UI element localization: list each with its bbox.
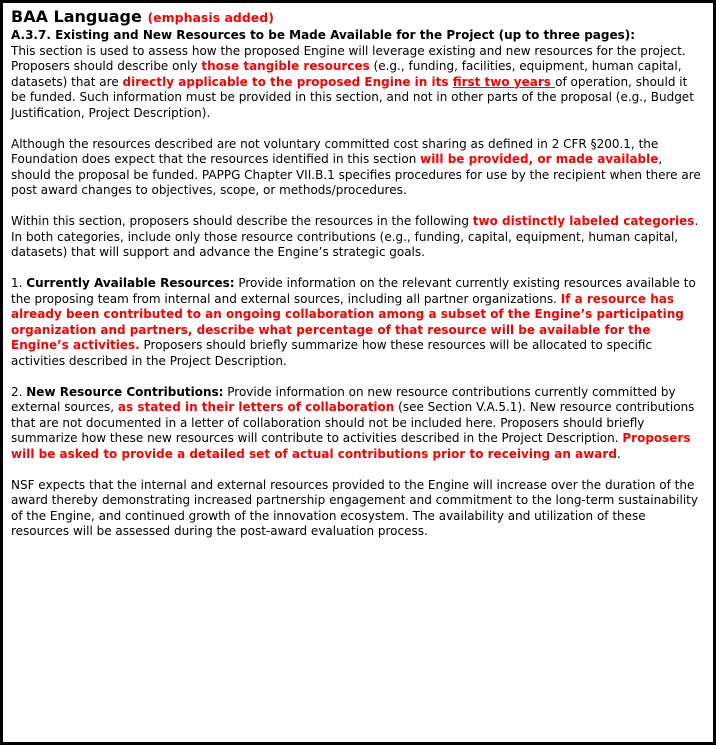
text: Although the resources described are not voluntary committed cost sharing as defined in 2 CFR §200.1, the Foundation does expect that the resources identified in this section bbox=[11, 136, 659, 166]
text: This section is used to assess how the proposed Engine will leverage existing and new resources for the project. Proposers should describe only bbox=[11, 43, 686, 73]
text: NSF expects that the internal and external resources provided to the Engine will increase over the duration of the award thereby demonstrating increased partnership engagement and commitment to the long-term sustainability of the Engine, and continued growth of the innovation ecosystem. The availability and utilization of these resources will be assessed during the post-award evaluation process. bbox=[11, 477, 698, 538]
label: New Resource Contributions: bbox=[26, 384, 224, 399]
emphasis: those tangible resources bbox=[201, 59, 370, 73]
text: Provide information on new resource contributions currently committed by external sources, bbox=[11, 384, 676, 414]
text: Proposers should briefly summarize how these resources will be allocated to specific activities described in the Project Description. bbox=[11, 338, 652, 368]
emphasis: If a resource has already been contributed to an ongoing collaboration among a subset of the Engine’s participating organization and partners, describe what percentage of that resource will be available for the Engine’s activities. bbox=[11, 291, 684, 352]
text: . In both categories, include only those resource contributions (e.g., funding, capital, equipment, human capital, datasets) that will support and advance the Engine’s strategic goals. bbox=[11, 214, 699, 259]
emphasis: as stated in their letters of collaboration bbox=[117, 400, 395, 414]
label: Currently Available Resources: bbox=[26, 276, 235, 290]
emphasis: two distinctly labeled categories bbox=[472, 214, 695, 228]
text: (see Section V.A.5.1). New resource contributions that are not documented in a letter of collaboration should not be included here. Proposers should briefly summarize how these new resources will contribute to activities described in the Project Description. bbox=[11, 400, 695, 445]
emphasis: Proposers will be asked to provide a detailed set of actual contributions prior to receiving an award bbox=[11, 431, 691, 461]
document-title bbox=[11, 7, 705, 28]
text: Provide information on the relevant currently existing resources available to the proposing team from internal and external sources, including all partner organizations. bbox=[11, 276, 696, 306]
paragraph-nsf-expectations bbox=[11, 478, 705, 540]
section-heading: A.3.7. Existing and New Resources to be Made Available for the Project (up to three pages): bbox=[11, 28, 636, 42]
emphasis: will be provided, or made available bbox=[420, 152, 659, 166]
text: . bbox=[616, 446, 621, 461]
emphasis-note: (emphasis added) bbox=[147, 10, 274, 25]
paragraph-current-resources bbox=[11, 276, 705, 369]
text: 1. bbox=[11, 276, 27, 290]
paragraph-new-contributions bbox=[11, 385, 705, 463]
title-text: BAA Language bbox=[11, 7, 142, 26]
paragraph-intro bbox=[11, 44, 705, 122]
text: 2. bbox=[11, 384, 27, 399]
emphasis-underlined: first two years bbox=[452, 74, 556, 89]
paragraph-cost-sharing bbox=[11, 137, 705, 199]
text: , should the proposal be funded. PAPPG Chapter VII.B.1 specifies procedures for use by the recipient when there are post award changes to objectives, scope, or methods/procedures. bbox=[11, 152, 701, 197]
emphasis: directly applicable to the proposed Engine in its bbox=[122, 74, 453, 89]
paragraph-categories bbox=[11, 214, 705, 261]
text: (e.g., funding, facilities, equipment, human capital, datasets) that are bbox=[11, 59, 682, 89]
text: of operation, should it be funded. Such information must be provided in this section, and not in other parts of the proposal (e.g., Budget Justification, Project Description). bbox=[11, 74, 694, 120]
text: Within this section, proposers should describe the resources in the following bbox=[11, 214, 473, 228]
